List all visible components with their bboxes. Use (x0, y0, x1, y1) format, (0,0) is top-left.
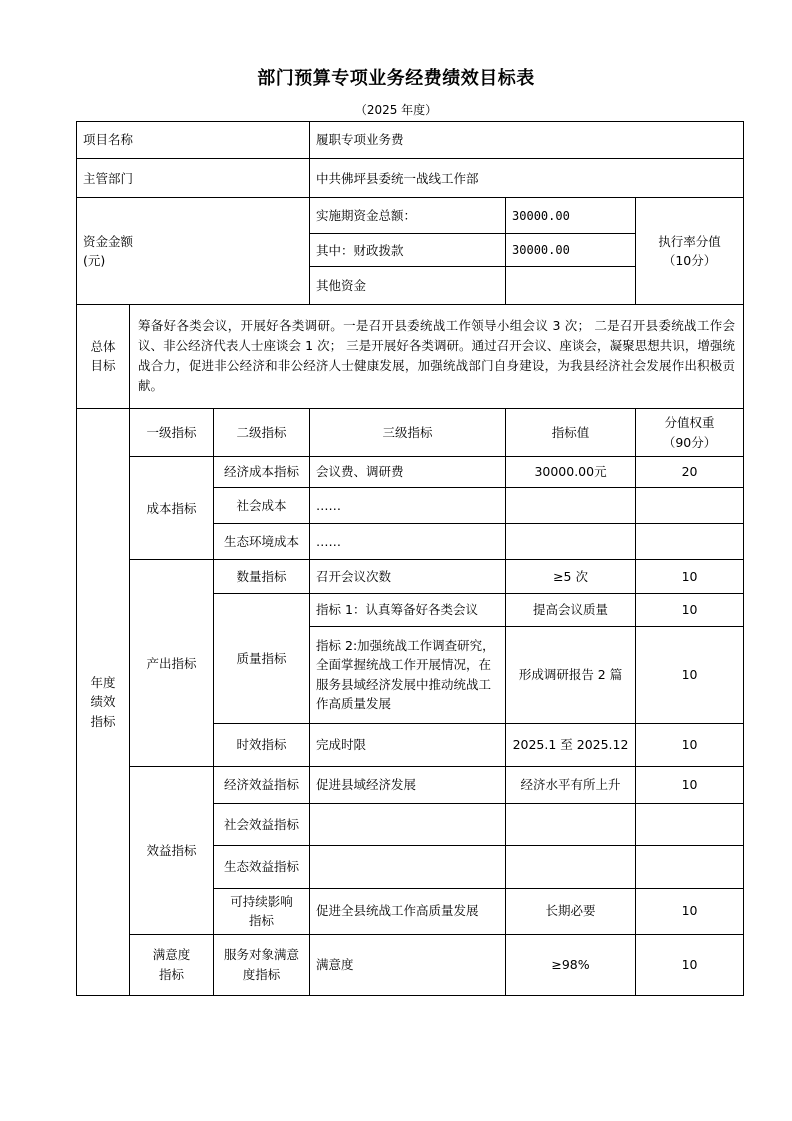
goal-text: 筹备好各类会议，开展好各类调研。一是召开县委统战工作领导小组会议 3 次； 二是召开县委统战工作会议、非公经济代表人士座谈会 1 次； 三是开展好各类调研。通过召开会议、座谈会，凝聚思想共识，增强统战合力，促进非公经济和非公经济人士健康发展，加强统战部门自身建设，为我县经济社会发展作出积极贡献。 (130, 304, 744, 408)
benefit-indicator-label: 效益指标 (130, 767, 214, 935)
level3-cell: 完成时限 (310, 723, 506, 766)
level3-cell: …… (310, 524, 506, 560)
weight-cell: 10 (636, 767, 744, 804)
level2-cell: 生态环境成本 (214, 524, 310, 560)
funds-label: 资金金额 (元) (77, 198, 310, 304)
level3-cell (310, 846, 506, 888)
weight-cell: 20 (636, 457, 744, 488)
value-cell (506, 524, 636, 560)
level2-cell: 可持续影响 指标 (214, 888, 310, 934)
header-weight: 分值权重 （90分） (636, 408, 744, 456)
level2-cell: 服务对象满意 度指标 (214, 934, 310, 995)
weight-cell (636, 524, 744, 560)
department-value: 中共佛坪县委统一战线工作部 (310, 159, 744, 198)
value-cell (506, 846, 636, 888)
header-value: 指标值 (506, 408, 636, 456)
value-cell: 经济水平有所上升 (506, 767, 636, 804)
funds-other-value (506, 267, 636, 304)
level3-cell: 促进县域经济发展 (310, 767, 506, 804)
quality-indicator-label: 质量指标 (214, 593, 310, 723)
year-label: （2025 年度） (354, 103, 438, 117)
funds-fiscal-label: 其中：财政拨款 (310, 234, 506, 267)
level2-cell: 生态效益指标 (214, 846, 310, 888)
value-cell: 提高会议质量 (506, 593, 636, 626)
goal-label: 总体 目标 (77, 304, 130, 408)
funds-other-label: 其他资金 (310, 267, 506, 304)
level2-cell: 社会效益指标 (214, 804, 310, 846)
exec-rate-label: 执行率分值 （10分） (636, 198, 744, 304)
level2-cell: 数量指标 (214, 560, 310, 593)
level3-cell: 指标 1：认真筹备好各类会议 (310, 593, 506, 626)
value-cell: 形成调研报告 2 篇 (506, 626, 636, 723)
level2-cell: 社会成本 (214, 488, 310, 524)
weight-cell (636, 488, 744, 524)
level3-cell: 指标 2:加强统战工作调查研究，全面掌握统战工作开展情况，在服务县域经济发展中推动统战工作高质量发展 (310, 626, 506, 723)
weight-cell: 10 (636, 723, 744, 766)
table-row (77, 767, 744, 804)
goal-row (77, 304, 744, 408)
project-name-row (77, 122, 744, 159)
header-level3: 三级指标 (310, 408, 506, 456)
level3-cell: 召开会议次数 (310, 560, 506, 593)
funds-total-label: 实施期资金总额： (310, 198, 506, 234)
level2-cell: 经济效益指标 (214, 767, 310, 804)
header-level1: 一级指标 (130, 408, 214, 456)
satisfaction-indicator-label: 满意度 指标 (130, 934, 214, 995)
weight-cell (636, 804, 744, 846)
value-cell: 长期必要 (506, 888, 636, 934)
table-row (77, 934, 744, 995)
level3-cell: 促进全县统战工作高质量发展 (310, 888, 506, 934)
value-cell (506, 804, 636, 846)
weight-cell (636, 846, 744, 888)
table-row (77, 560, 744, 593)
cost-indicator-label: 成本指标 (130, 457, 214, 560)
project-name-label: 项目名称 (77, 122, 310, 159)
department-label: 主管部门 (77, 159, 310, 198)
funds-fiscal-value: 30000.00 (506, 234, 636, 267)
project-name-value: 履职专项业务费 (310, 122, 744, 159)
level3-cell: 满意度 (310, 934, 506, 995)
indicator-header-row (77, 408, 744, 456)
indicator-section-label: 年度 绩效 指标 (77, 408, 130, 995)
department-row (77, 159, 744, 198)
performance-table (76, 121, 744, 996)
output-indicator-label: 产出指标 (130, 560, 214, 767)
page-title: 部门预算专项业务经费绩效目标表 (257, 68, 535, 89)
weight-cell: 10 (636, 934, 744, 995)
weight-cell: 10 (636, 593, 744, 626)
funds-total-row (77, 198, 744, 234)
header-level2: 二级指标 (214, 408, 310, 456)
level3-cell: …… (310, 488, 506, 524)
weight-cell: 10 (636, 560, 744, 593)
value-cell: 30000.00元 (506, 457, 636, 488)
value-cell: ≥98% (506, 934, 636, 995)
level2-cell: 经济成本指标 (214, 457, 310, 488)
level3-cell: 会议费、调研费 (310, 457, 506, 488)
funds-total-value: 30000.00 (506, 198, 636, 234)
weight-cell: 10 (636, 626, 744, 723)
value-cell (506, 488, 636, 524)
weight-cell: 10 (636, 888, 744, 934)
level2-cell: 时效指标 (214, 723, 310, 766)
table-row (77, 457, 744, 488)
value-cell: 2025.1 至 2025.12 (506, 723, 636, 766)
value-cell: ≥5 次 (506, 560, 636, 593)
level3-cell (310, 804, 506, 846)
